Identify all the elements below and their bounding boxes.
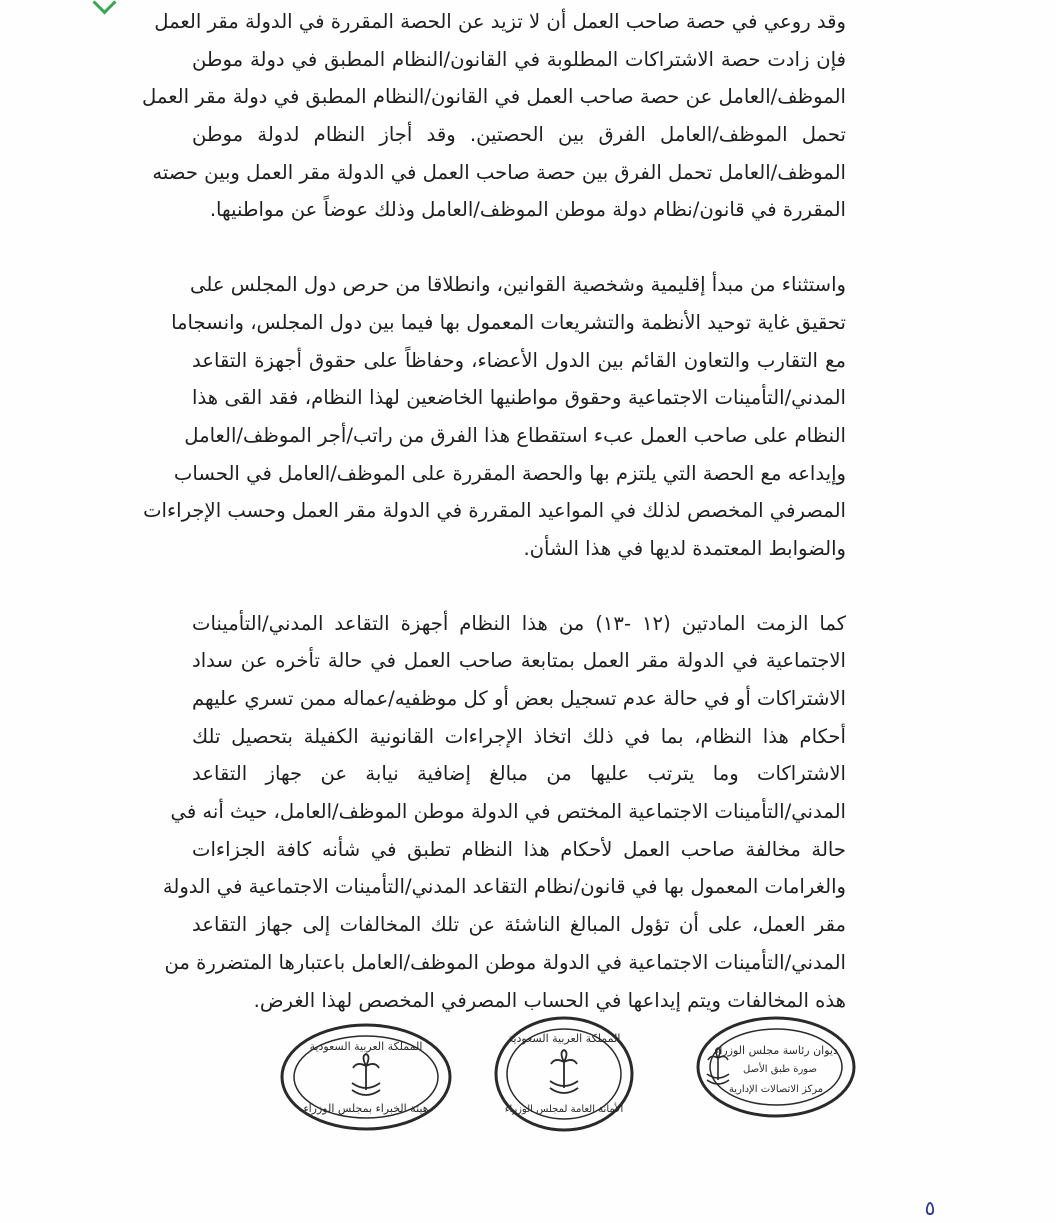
text-line: المدني/التأمينات الاجتماعية في الدولة موطن الموظف/العامل باعتبارها المتضررة من [164, 950, 846, 974]
text-line: حالة مخالفة صاحب العمل لأحكام هذا النظام تطبق في شأنه كافة الجزاءات [192, 837, 846, 861]
palm-and-swords-icon [352, 1054, 380, 1095]
text-line: النظام على صاحب العمل عبء استقطاع هذا الفرق من راتب/أجر الموظف/العامل [184, 423, 846, 447]
text-line: المدني/التأمينات الاجتماعية وحقوق مواطنيها الخاضعين لهذا النظام، فقد القى هذا [192, 386, 846, 410]
document-body [142, 0, 847, 1019]
stamp-general-secretariat [492, 1014, 636, 1134]
paragraph-exception-territoriality [143, 266, 846, 568]
text-line: كما الزمت المادتين (١٢ -١٣) من هذا النظام أجهزة التقاعد المدني/التأمينات [192, 611, 847, 635]
text-line: المقررة في قانون/نظام دولة موطن الموظف/العامل وذلك عوضاً عن مواطنيها. [209, 198, 846, 222]
text-line: مع التقارب والتعاون القائم بين الدول الأعضاء، وحفاظاً على حقوق أجهزة التقاعد [192, 348, 846, 372]
svg-text:هيئة الخبراء بمجلس الوزراء: هيئة الخبراء بمجلس الوزراء [303, 1102, 429, 1115]
stamp-experts-commission [278, 1020, 454, 1134]
text-line: فإن زادت حصة الاشتراكات المطلوبة في القانون/النظام المطبق في دولة موطن [192, 47, 846, 71]
text-line: والغرامات المعمول بها في قانون/نظام التقاعد المدني/التأمينات الاجتماعية في الدولة [162, 875, 846, 899]
official-stamps [0, 1008, 1056, 1158]
text-line: المصرفي المخصص لذلك في المواعيد المقررة في الدولة مقر العمل وحسب الإجراءات [143, 499, 846, 523]
svg-text:صورة طبق الأصل: صورة طبق الأصل [743, 1064, 817, 1075]
text-line: تحمل الموظف/العامل الفرق بين الحصتين. وقد أجاز النظام لدولة موطن [192, 123, 846, 147]
svg-text:الأمانة العامة لمجلس الوزراء: الأمانة العامة لمجلس الوزراء [504, 1104, 624, 1115]
stamp-cabinet-diwan [694, 1014, 858, 1120]
svg-text:ديوان رئاسة مجلس الوزراء: ديوان رئاسة مجلس الوزراء [714, 1044, 838, 1057]
palm-and-swords-icon [550, 1050, 578, 1093]
text-line: هذه المخالفات ويتم إيداعها في الحساب المصرفي المخصص لهذا الغرض. [253, 988, 846, 1012]
paragraph-articles-12-13 [162, 605, 847, 1020]
svg-text:المملكة العربية السعودية: المملكة العربية السعودية [309, 1040, 423, 1053]
text-line: واستثناء من مبدأ إقليمية وشخصية القوانين، وانطلاقا من حرص دول المجلس على [190, 273, 846, 297]
svg-text:المملكة العربية السعودية: المملكة العربية السعودية [507, 1032, 621, 1045]
text-line: الموظف/العامل عن حصة صاحب العمل في القانون/النظام المطبق في دولة مقر العمل [142, 85, 846, 109]
paragraph-contribution-share [142, 0, 846, 229]
page-number: ٥ [924, 1196, 936, 1220]
text-line: المدني/التأمينات الاجتماعية المختص في الدولة موطن الموظف/العامل، حيث أنه في [170, 800, 846, 824]
text-line: والضوابط المعتمدة لديها في هذا الشأن. [523, 536, 846, 560]
svg-text:مركز الاتصالات الإدارية: مركز الاتصالات الإدارية [728, 1084, 824, 1095]
text-line: الاشتراكات وما يترتب عليها من مبالغ إضافية نيابة عن جهاز التقاعد [192, 762, 846, 786]
text-line: وإيداعه مع الحصة التي يلتزم بها والحصة المقررة على الموظف/العامل في الحساب [173, 461, 846, 485]
text-line: مقر العمل، على أن تؤول المبالغ الناشئة عن تلك المخالفات إلى جهاز التقاعد [192, 913, 846, 937]
text-line: الاجتماعية في الدولة مقر العمل بمتابعة صاحب العمل في حالة تأخره عن سداد [192, 649, 846, 673]
text-line: أحكام هذا النظام، بما في ذلك اتخاذ الإجراءات القانونية الكفيلة بتحصيل تلك [192, 724, 846, 748]
text-line: الاشتراكات أو في حالة عدم تسجيل بعض أو كل موظفيه/عماله ممن تسري عليهم [192, 687, 846, 710]
corner-check-mark [92, 0, 116, 15]
text-line: وقد روعي في حصة صاحب العمل أن لا تزيد عن الحصة المقررة في الدولة مقر العمل [154, 10, 846, 33]
text-line: الموظف/العامل تحمل الفرق بين حصة صاحب العمل في الدولة مقر العمل وبين حصته [152, 160, 846, 184]
text-line: تحقيق غاية توحيد الأنظمة والتشريعات المعمول بها فيما بين دول المجلس، وانسجاما [171, 310, 846, 334]
